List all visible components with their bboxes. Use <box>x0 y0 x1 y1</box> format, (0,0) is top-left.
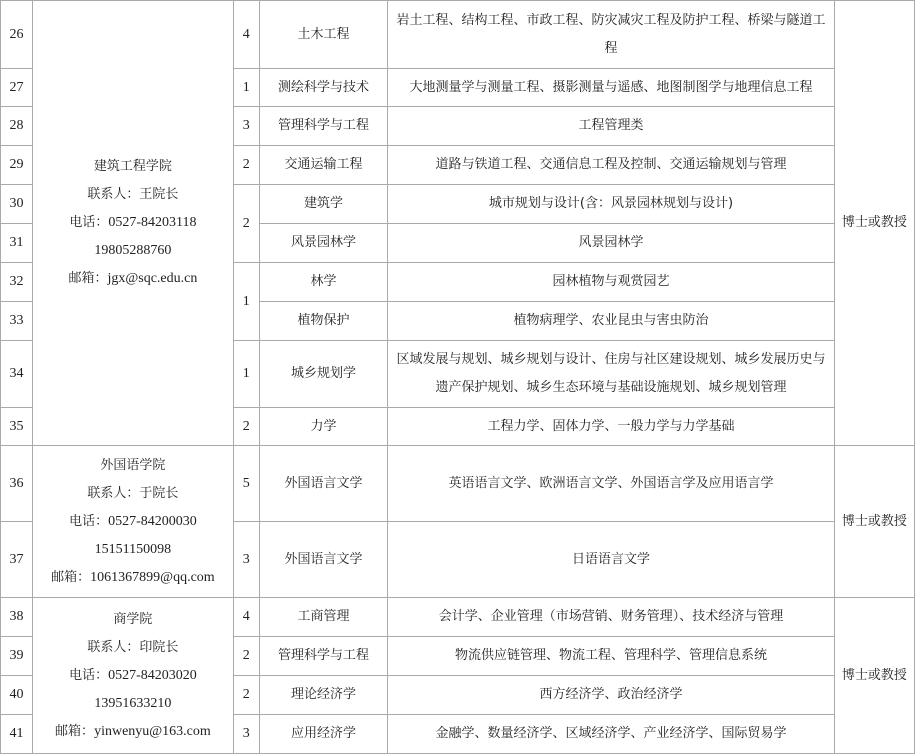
discipline-cell: 力学 <box>259 408 387 446</box>
row-number: 32 <box>1 263 33 302</box>
college-contact: 联系人：于院长 <box>87 485 179 501</box>
college-name: 商学院 <box>113 611 153 627</box>
direction-cell: 西方经济学、政治经济学 <box>388 676 834 715</box>
requirement-cell: 博士或教授 <box>834 598 914 754</box>
college-phone: 0527-84203020 <box>108 667 197 683</box>
direction-cell: 风景园林学 <box>388 224 834 263</box>
discipline-cell: 建筑学 <box>259 185 387 224</box>
row-number: 28 <box>1 107 33 146</box>
position-count: 2 <box>233 676 259 715</box>
direction-cell: 工程力学、固体力学、一般力学与力学基础 <box>388 408 834 446</box>
direction-cell: 城市规划与设计(含：风景园林规划与设计) <box>388 185 834 224</box>
direction-cell: 园林植物与观赏园艺 <box>388 263 834 302</box>
requirement-cell: 博士或教授 <box>834 446 914 598</box>
college-mobile: 13951633210 <box>94 695 172 711</box>
email-label: 邮箱： <box>51 569 91 585</box>
direction-cell: 金融学、数量经济学、区域经济学、产业经济学、国际贸易学 <box>388 715 834 754</box>
college-cell-foreign-languages <box>33 446 234 598</box>
table-row <box>1 598 915 637</box>
table-row <box>1 446 915 522</box>
college-mobile: 15151150098 <box>94 541 172 557</box>
discipline-cell: 应用经济学 <box>259 715 387 754</box>
college-contact: 联系人：印院长 <box>87 639 179 655</box>
direction-cell: 大地测量学与测量工程、摄影测量与遥感、地图制图学与地理信息工程 <box>388 69 834 107</box>
email-label: 邮箱： <box>55 723 95 739</box>
row-number: 33 <box>1 302 33 341</box>
position-count: 1 <box>233 341 259 408</box>
row-number: 41 <box>1 715 33 754</box>
row-number: 39 <box>1 637 33 676</box>
row-number: 34 <box>1 341 33 408</box>
college-name: 建筑工程学院 <box>93 159 172 174</box>
row-number: 40 <box>1 676 33 715</box>
row-number: 37 <box>1 522 33 598</box>
requirement-cell: 博士或教授 <box>834 1 914 446</box>
discipline-cell: 交通运输工程 <box>259 146 387 185</box>
row-number: 26 <box>1 1 33 69</box>
discipline-cell: 风景园林学 <box>259 224 387 263</box>
college-mobile: 19805288760 <box>94 243 172 258</box>
college-phone: 0527-84203118 <box>108 215 197 230</box>
row-number: 30 <box>1 185 33 224</box>
position-count: 3 <box>233 107 259 146</box>
direction-cell: 日语语言文学 <box>388 522 834 598</box>
direction-cell: 会计学、企业管理（市场营销、财务管理）、技术经济与管理 <box>388 598 834 637</box>
row-number: 29 <box>1 146 33 185</box>
college-name: 外国语学院 <box>100 457 166 473</box>
position-count: 2 <box>233 185 259 263</box>
position-count: 5 <box>233 446 259 522</box>
position-count: 4 <box>233 1 259 69</box>
discipline-cell: 理论经济学 <box>259 676 387 715</box>
college-email: 1061367899@qq.com <box>90 569 215 585</box>
direction-cell: 道路与铁道工程、交通信息工程及控制、交通运输规划与管理 <box>388 146 834 185</box>
college-phone: 0527-84200030 <box>108 513 197 529</box>
college-cell-architecture <box>33 1 234 446</box>
phone-label: 电话： <box>69 667 109 683</box>
phone-label: 电话： <box>69 215 109 230</box>
discipline-cell: 工商管理 <box>259 598 387 637</box>
table-row <box>1 1 915 69</box>
position-count: 2 <box>233 146 259 185</box>
position-count: 2 <box>233 637 259 676</box>
college-cell-business <box>33 598 234 754</box>
direction-cell: 岩土工程、结构工程、市政工程、防灾减灾工程及防护工程、桥梁与隧道工程 <box>388 1 834 69</box>
direction-cell: 英语语言文学、欧洲语言文学、外国语言学及应用语言学 <box>388 446 834 522</box>
row-number: 31 <box>1 224 33 263</box>
phone-label: 电话： <box>69 513 109 529</box>
direction-cell: 工程管理类 <box>388 107 834 146</box>
position-count: 3 <box>233 715 259 754</box>
discipline-cell: 外国语言文学 <box>259 522 387 598</box>
direction-cell: 区域发展与规划、城乡规划与设计、住房与社区建设规划、城乡发展历史与遗产保护规划、城乡生态环境与基础设施规划、城乡规划管理 <box>388 341 834 408</box>
discipline-cell: 管理科学与工程 <box>259 637 387 676</box>
discipline-cell: 土木工程 <box>259 1 387 69</box>
college-email: jgx@sqc.edu.cn <box>107 271 198 286</box>
position-count: 3 <box>233 522 259 598</box>
direction-cell: 物流供应链管理、物流工程、管理科学、管理信息系统 <box>388 637 834 676</box>
position-count: 4 <box>233 598 259 637</box>
discipline-cell: 城乡规划学 <box>259 341 387 408</box>
position-count: 1 <box>233 263 259 341</box>
row-number: 38 <box>1 598 33 637</box>
row-number: 36 <box>1 446 33 522</box>
discipline-cell: 管理科学与工程 <box>259 107 387 146</box>
discipline-cell: 林学 <box>259 263 387 302</box>
position-count: 2 <box>233 408 259 446</box>
email-label: 邮箱： <box>68 271 108 286</box>
row-number: 27 <box>1 69 33 107</box>
college-email: yinwenyu@163.com <box>94 723 211 739</box>
discipline-cell: 外国语言文学 <box>259 446 387 522</box>
direction-cell: 植物病理学、农业昆虫与害虫防治 <box>388 302 834 341</box>
position-count: 1 <box>233 69 259 107</box>
discipline-cell: 植物保护 <box>259 302 387 341</box>
discipline-cell: 测绘科学与技术 <box>259 69 387 107</box>
college-contact: 联系人：王院长 <box>87 187 179 202</box>
row-number: 35 <box>1 408 33 446</box>
